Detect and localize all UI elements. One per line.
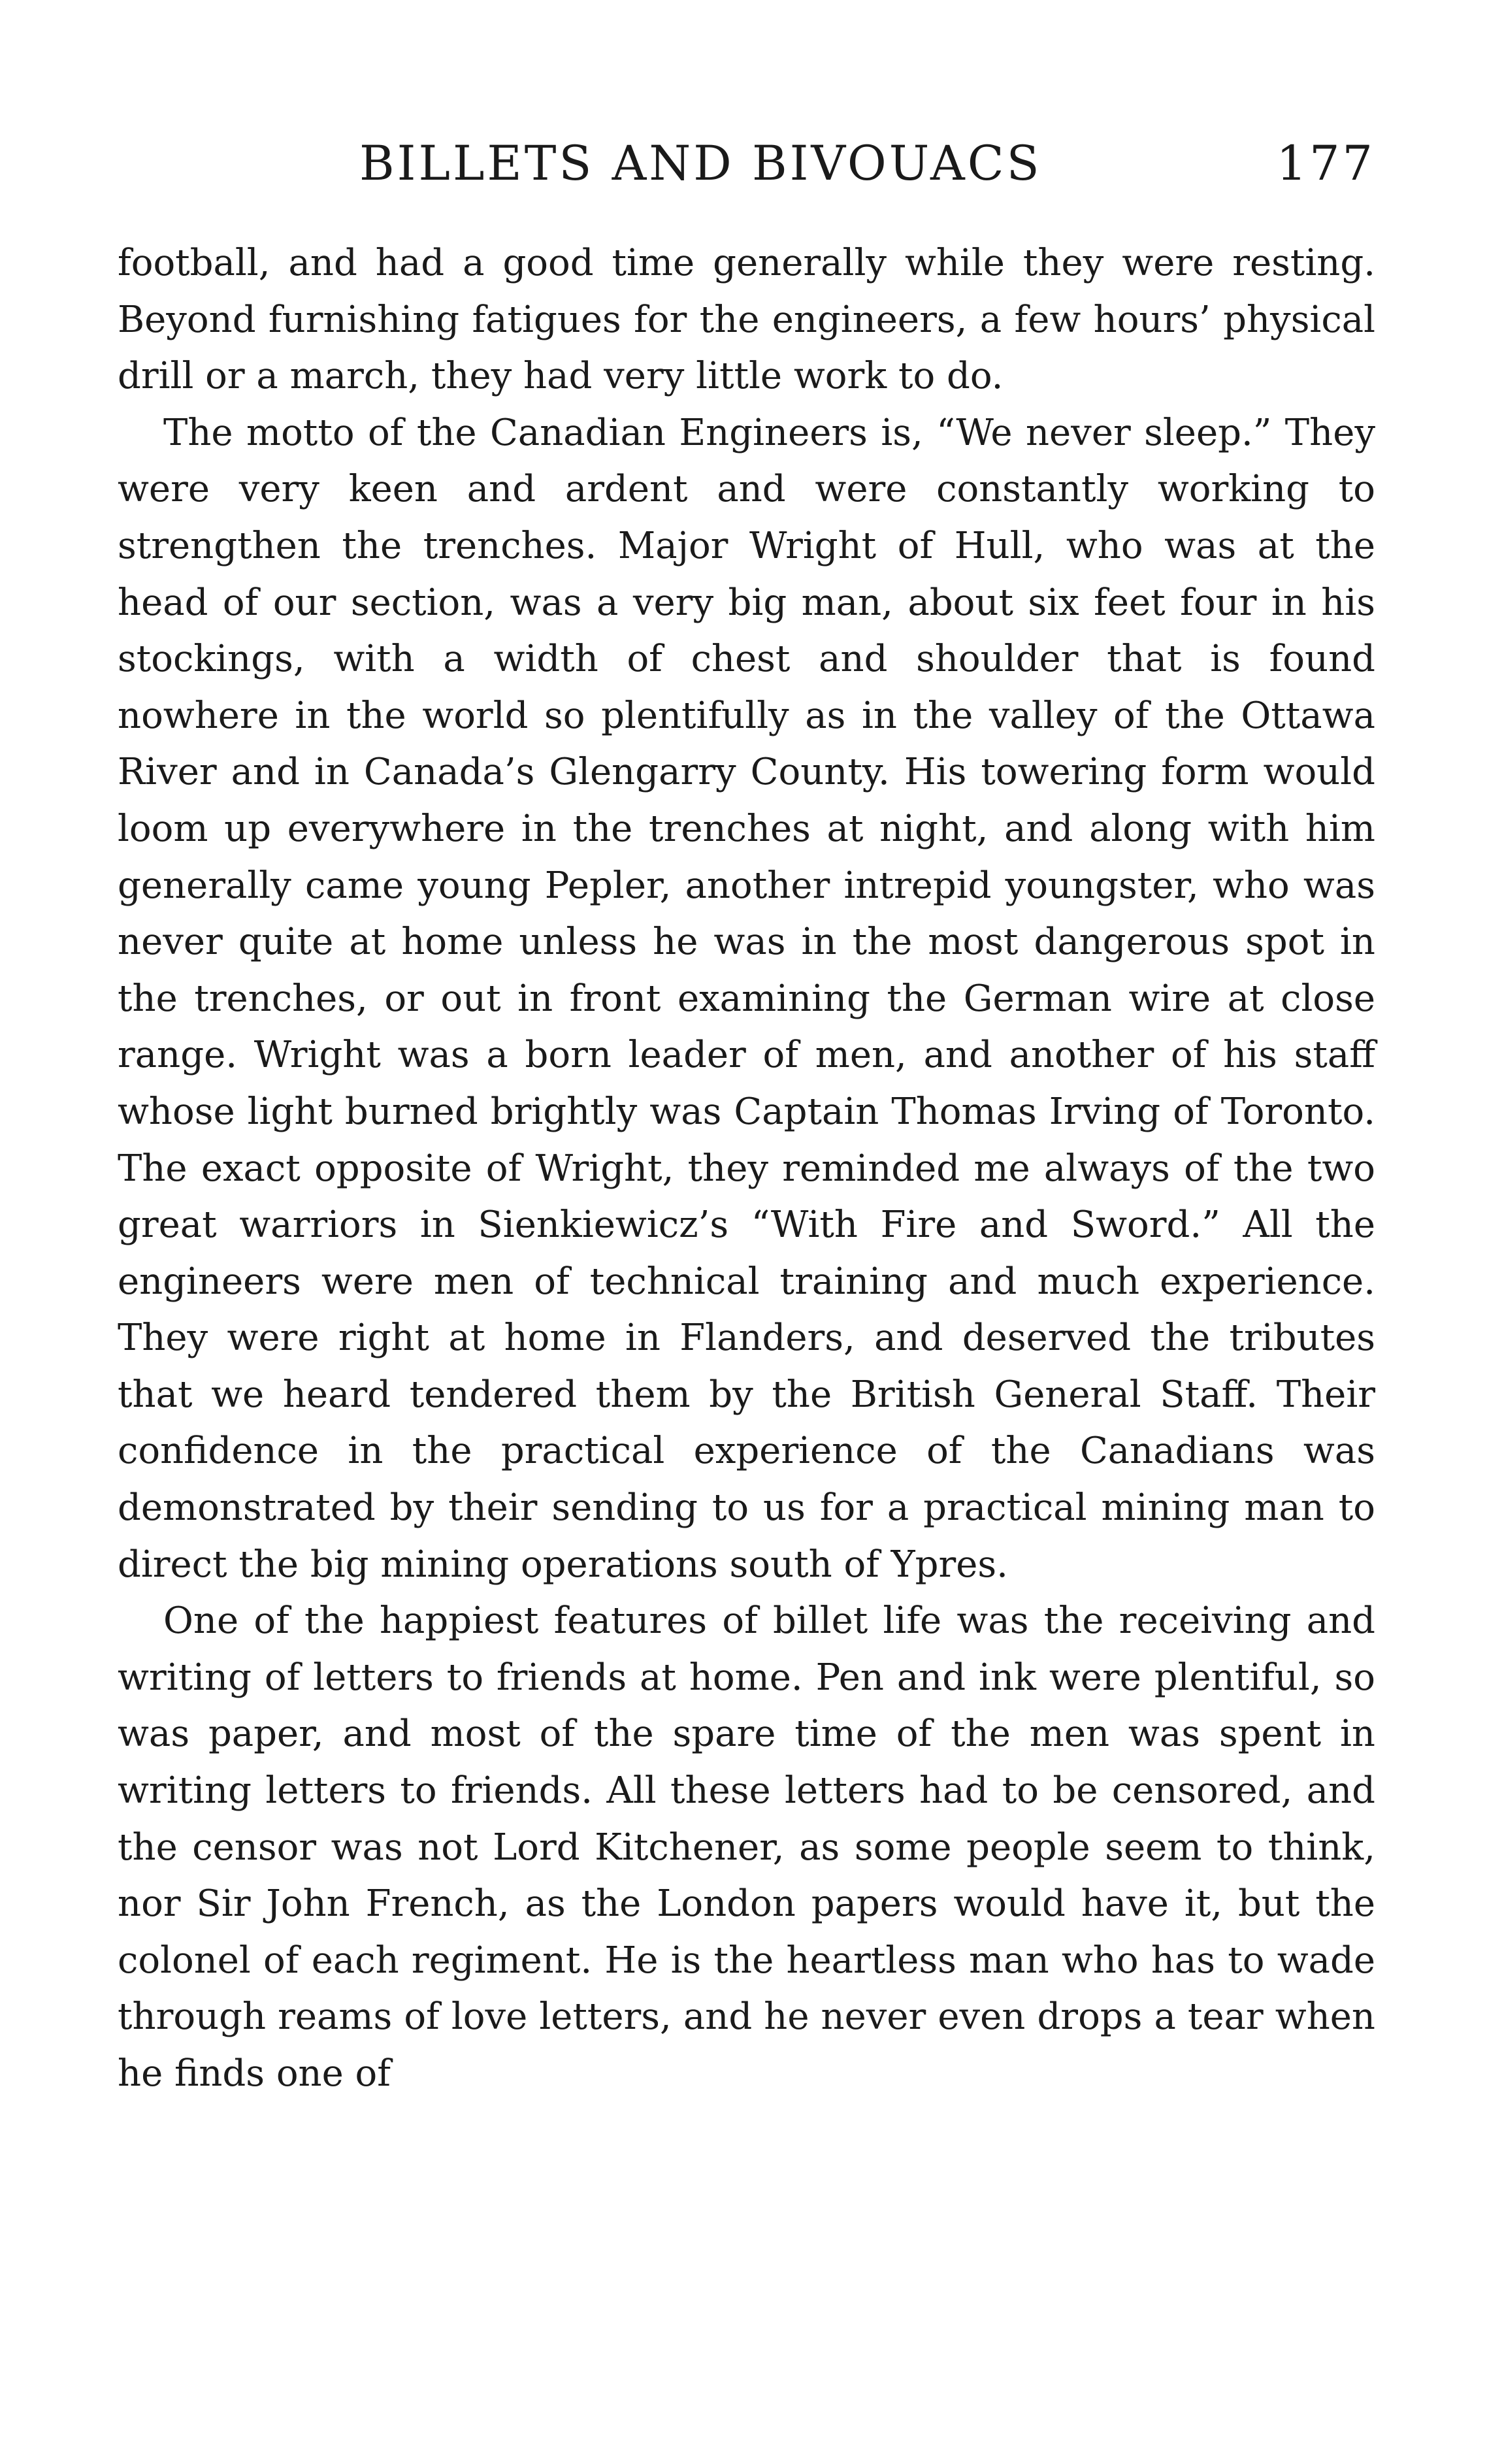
paragraph-engineers-motto: The motto of the Canadian Engineers is, “We never sleep.” They were very keen and ardent and were constantly working to strengthen the trenches. Major Wright of Hull, who was at the head of our section, was a very big man, about six feet four in his stockings, with a width of chest and shoulder that is found nowhere in the world so plentifully as in the valley of the Ottawa River and in Canada’s Glengarry County. His towering form would loom up everywhere in the trenches at night, and along with him generally came young Pepler, another intrepid youngster, who was never quite at home unless he was in the most dangerous spot in the trenches, or out in front examining the German wire at close range. Wright was a born leader of men, and another of his staff whose light burned brightly was Captain Thomas Irving of Toronto. The exact opposite of Wright, they reminded me always of the two great warriors in Sienkiewicz’s “With Fire and Sword.” All the engineers were men of technical training and much experience. They were right at home in Flanders, and deserved the tributes that we heard tendered them by the British General Staff. Their confidence in the practical experience of the Canadians was demonstrated by their sending to us for a practical mining man to direct the big mining operations south of Ypres. [118,411,1375,1586]
running-head-title: BILLETS AND BIVOUACS [359,136,1042,191]
running-head [118,124,1375,196]
body-text [118,235,1375,2103]
paragraph-letters: One of the happiest features of billet life was the receiving and writing of letters to friends at home. Pen and ink were plentiful, so was paper, and most of the spare time of the men was spent in writing letters to friends. All these letters had to be censored, and the censor was not Lord Kitchener, as some people seem to think, nor Sir John French, as the London papers would have it, but the colonel of each regiment. He is the heartless man who has to wade through reams of love letters, and he never even drops a tear when he finds one of [118,1600,1375,2095]
page-number: 177 [1276,136,1375,191]
paragraph-continued: football, and had a good time generally while they were resting. Beyond furnishing fatigues for the engineers, a few hours’ physical drill or a march, they had very little work to do. [118,242,1375,398]
